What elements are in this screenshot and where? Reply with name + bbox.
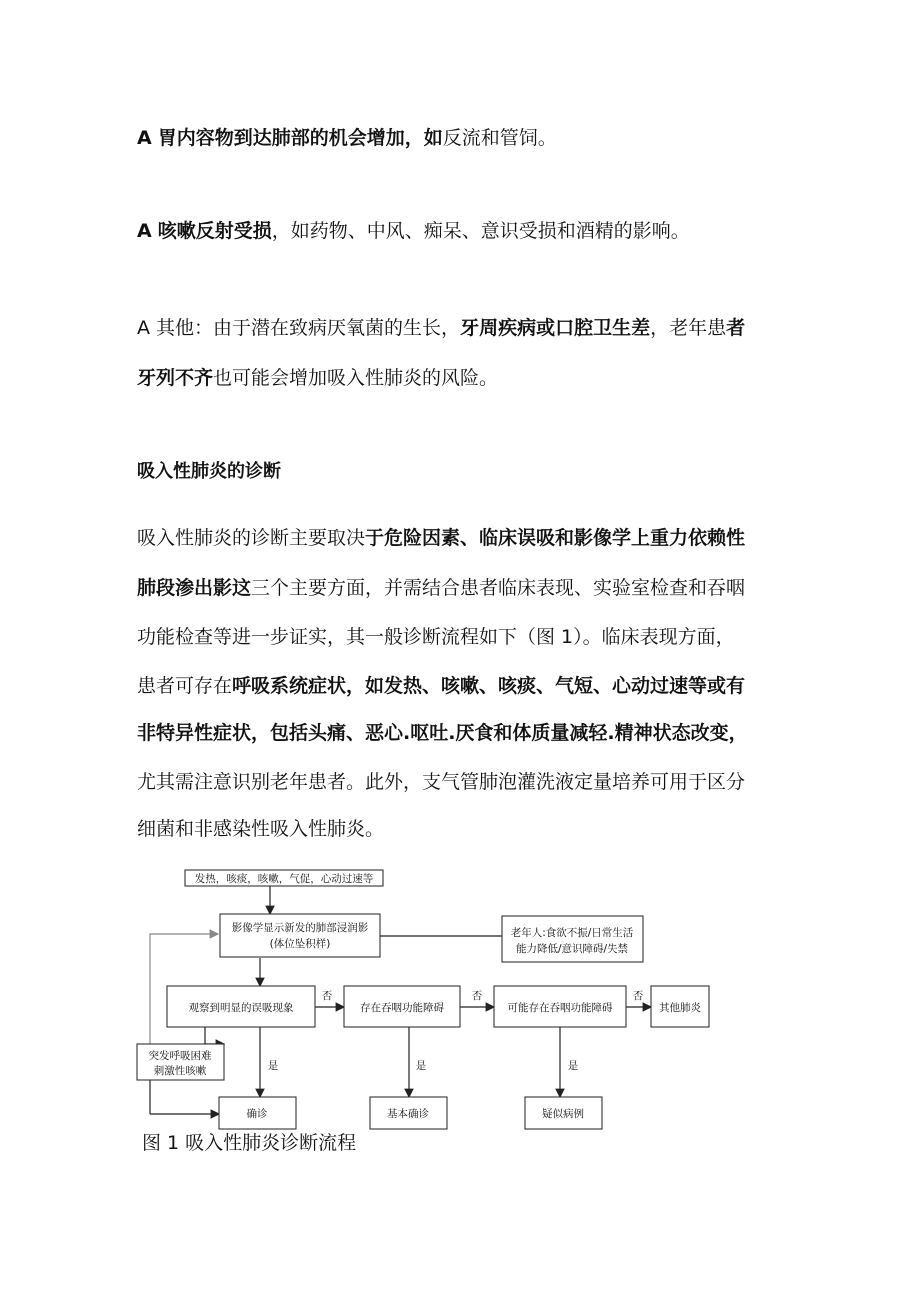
swallow-text: 存在吞咽功能障碍 bbox=[360, 1002, 444, 1014]
elderly-box bbox=[502, 916, 643, 962]
confirmed-text: 确诊 bbox=[246, 1108, 268, 1120]
no-label: 否 bbox=[471, 990, 483, 1002]
no-label: 否 bbox=[632, 990, 644, 1002]
paragraph-line-7: 细菌和非感染性吸入性肺炎。 bbox=[137, 818, 385, 840]
bullet-bold-text: 牙列不齐 bbox=[137, 367, 214, 389]
symptoms-text: 发热，咳痰，咳嗽，气促，心动过速等 bbox=[194, 873, 374, 885]
bullet-text: ，老年患 bbox=[650, 317, 727, 339]
text: 患者可存在 bbox=[137, 675, 233, 697]
bullet-bold-text: 者 bbox=[726, 317, 746, 339]
bullet-text: 反流和管饲。 bbox=[442, 127, 557, 149]
bullet-marker: A bbox=[137, 317, 150, 339]
bullet-text: ，如药物、中风、痴呆、意识受损和酒精的影响。 bbox=[271, 220, 690, 242]
bullet-bold-text: 胃内容物到达肺部的机会增加，如 bbox=[157, 127, 443, 149]
bullet-text: 其他：由于潜在致病厌氧菌的生长， bbox=[156, 317, 461, 339]
bullet-bold-text: 牙周疾病或口腔卫生差 bbox=[460, 317, 651, 339]
bold-text: 呼吸系统症状，如发热、咳嗽、咳痰、气短、心动过速等或有 bbox=[232, 675, 746, 697]
elderly-text-2: 能力降低/意识障碍/失禁 bbox=[515, 943, 629, 955]
paragraph-line-6: 尤其需注意识别老年患者。此外，支气管肺泡灌洗液定量培养可用于区分 bbox=[137, 771, 746, 793]
text: 三个主要方面，并需结合患者临床表现、实验室检查和吞咽 bbox=[251, 577, 746, 599]
yes-label: 是 bbox=[415, 1060, 427, 1072]
section-heading: 吸入性肺炎的诊断 bbox=[137, 461, 281, 482]
bullet-marker: A bbox=[137, 127, 152, 149]
paragraph-line-2 bbox=[137, 576, 745, 600]
paragraph-line-3: 功能检查等进一步证实，其一般诊断流程如下（图 1）。临床表现方面， bbox=[137, 626, 735, 648]
possible-swallow-text: 可能存在吞咽功能障碍 bbox=[507, 1002, 613, 1014]
text: 吸入性肺炎的诊断主要取决 bbox=[137, 527, 366, 549]
yes-label: 是 bbox=[567, 1060, 579, 1072]
bullet-other bbox=[137, 316, 745, 340]
paragraph-line-4 bbox=[137, 674, 745, 698]
bullet-cough-reflex bbox=[137, 219, 690, 243]
bold-text: 于危险因素、临床误吸和影像学上重力依赖性 bbox=[365, 527, 746, 549]
bullet-bold-text: 咳嗽反射受损 bbox=[157, 220, 272, 242]
observed-text: 观察到明显的误吸现象 bbox=[188, 1002, 294, 1014]
paragraph-line-1 bbox=[137, 526, 745, 550]
suspected-text: 疑似病例 bbox=[542, 1108, 584, 1120]
diagnosis-flowchart bbox=[130, 862, 720, 1132]
sudden-text-2: 刺激性咳嗽 bbox=[153, 1065, 207, 1077]
bullet-gastric bbox=[137, 126, 557, 150]
no-label: 否 bbox=[321, 990, 333, 1002]
imaging-text-1: 影像学显示新发的肺部浸润影 bbox=[231, 922, 369, 934]
bullet-text: 也可能会增加吸入性肺炎的风险。 bbox=[213, 367, 499, 389]
bullet-marker: A bbox=[137, 220, 152, 242]
basic-confirmed-text: 基本确诊 bbox=[387, 1108, 429, 1120]
imaging-text-2: (体位坠积样) bbox=[269, 938, 331, 950]
figure-caption: 图 1 吸入性肺炎诊断流程 bbox=[142, 1132, 357, 1154]
yes-label: 是 bbox=[267, 1060, 279, 1072]
sudden-text-1: 突发呼吸困难 bbox=[148, 1050, 212, 1062]
imaging-box bbox=[220, 914, 380, 957]
bold-text: 肺段渗出影这 bbox=[137, 577, 252, 599]
other-pneumonia-text: 其他肺炎 bbox=[659, 1002, 701, 1014]
paragraph-line-5: 非特异性症状，包括头痛、恶心.呕吐.厌食和体质量减轻.精神状态改变， bbox=[137, 722, 748, 744]
elderly-text-1: 老年人:食欲不振/日常生活 bbox=[510, 927, 634, 939]
bullet-other-line2 bbox=[137, 366, 498, 390]
